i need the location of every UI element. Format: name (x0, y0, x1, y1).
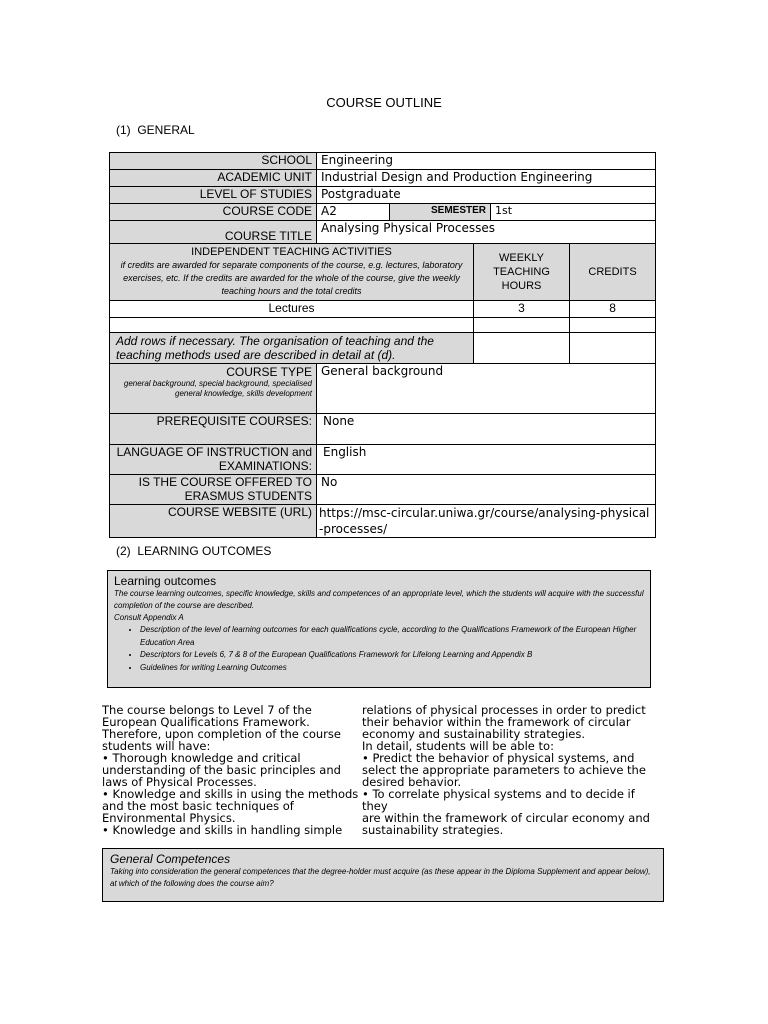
section-general-heading: (1) GENERAL (116, 123, 195, 137)
add-rows-note: Add rows if necessary. The organisation of teaching and the teaching methods used are described in detail at (d). (110, 333, 474, 364)
outcomes-text-left: The course belongs to Level 7 of the European Qualifications Framework. Therefore, upon completion of the course students will have: • Thorough knowledge and critical understanding of the basic principles and laws of Physical Processes. • Knowledge and skills in using the methods and the most basic techniques of Environmental Physics. • Knowledge and skills in handling simple (102, 703, 359, 837)
course-code-value: A2 (317, 204, 390, 221)
academic-unit-value: Industrial Design and Production Engineering (317, 170, 656, 187)
general-competences-heading: General Competences (110, 852, 231, 866)
empty-row-cell (110, 318, 474, 333)
weekly-hours-label: WEEKLY TEACHING HOURS (474, 244, 570, 301)
ita-note: if credits are awarded for separate components of the course, e.g. lectures, laboratory exercises, etc. If the credits are awarded for the whole of the course, give the weekly teaching hours and the total credits (120, 260, 463, 296)
consult-appendix-text: Consult Appendix A (114, 613, 184, 622)
semester-value: 1st (491, 204, 656, 221)
outcomes-text-right: relations of physical processes in order to predict their behavior within the framework of circular economy and sustainability strategies. In detail, students will be able to: • Predict the behavior of physical systems, and select the appropriate parameters to achieve the desired behavior. • To correlate physical systems and to decide if they are within the framework of circular economy and sustainability strategies. (362, 703, 650, 837)
empty-cell (570, 333, 656, 364)
level-label: LEVEL OF STUDIES (110, 187, 317, 204)
course-code-label: COURSE CODE (110, 204, 317, 221)
list-item: • Descriptors for Levels 6, 7 & 8 of the European Qualifications Framework for Lifelong Learning and Appendix B (140, 649, 644, 662)
semester-label: SEMESTER (390, 204, 491, 221)
language-value: English (317, 445, 656, 475)
activity-lectures: Lectures (110, 301, 474, 318)
general-table (109, 152, 656, 538)
prerequisite-label: PREREQUISITE COURSES: (110, 414, 317, 445)
guideline-list (114, 624, 644, 674)
school-value: Engineering (317, 153, 656, 170)
credits-label: CREDITS (570, 244, 656, 301)
empty-cell (474, 333, 570, 364)
course-type-sub: general background, special background, specialised general knowledge, skills development (123, 379, 312, 398)
page-title: COURSE OUTLINE (326, 95, 442, 110)
course-type-label: COURSE TYPE (226, 365, 312, 379)
section-learning-outcomes-heading: (2) LEARNING OUTCOMES (116, 544, 272, 558)
weekly-hours-value: 3 (474, 301, 570, 318)
course-website-link[interactable]: https://msc-circular.uniwa.gr/course/analysing-physical-processes/ (317, 505, 656, 538)
course-type-value: General background (317, 364, 656, 414)
academic-unit-label: ACADEMIC UNIT (110, 170, 317, 187)
school-label: SCHOOL (110, 153, 317, 170)
list-item: • Description of the level of learning outcomes for each qualifications cycle, according to the Qualifications Framework of the European Higher Education Area (140, 624, 644, 649)
ita-label: INDEPENDENT TEACHING ACTIVITIES (191, 246, 392, 258)
language-label: LANGUAGE OF INSTRUCTION and EXAMINATIONS: (110, 445, 317, 475)
course-title-value: Analysing Physical Processes (317, 221, 656, 244)
learning-outcomes-box-text: The course learning outcomes, specific knowledge, skills and competences of an appropriate level, which the students will acquire with the successful completion of the course are described. (114, 589, 644, 610)
learning-outcomes-box-heading: Learning outcomes (114, 574, 217, 588)
empty-row-cell (570, 318, 656, 333)
general-competences-text: Taking into consideration the general competences that the degree-holder must acquire (as these appear in the Diploma Supplement and appear below), at which of the following does the course aim? (110, 867, 651, 888)
level-value: Postgraduate (317, 187, 656, 204)
general-competences-box (102, 848, 664, 902)
empty-row-cell (474, 318, 570, 333)
list-item: • Guidelines for writing Learning Outcomes (140, 662, 644, 675)
credits-value: 8 (570, 301, 656, 318)
erasmus-value: No (317, 475, 656, 505)
learning-outcomes-box (107, 570, 651, 688)
erasmus-label: IS THE COURSE OFFERED TO ERASMUS STUDENTS (110, 475, 317, 505)
course-website-label: COURSE WEBSITE (URL) (110, 505, 317, 538)
course-title-label: COURSE TITLE (110, 221, 317, 244)
prerequisite-value: None (317, 414, 656, 445)
